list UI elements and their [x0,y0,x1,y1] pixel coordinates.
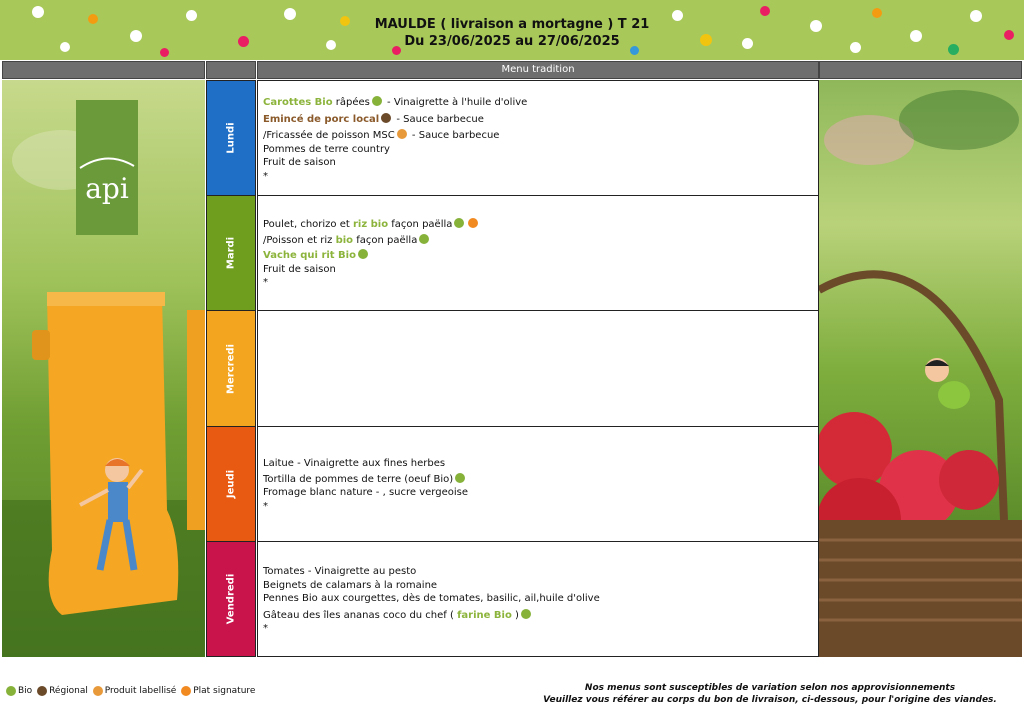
day-cell-mardi [206,195,256,311]
menu-line: Tortilla de pommes de terre (oeuf Bio) [263,473,818,487]
menu-line: /Poisson et riz bio façon paëlla [263,234,818,248]
menu-line: * [263,277,268,288]
bio-icon [419,234,429,244]
day-cell-vendredi [206,541,256,657]
menu-line: Vache qui rit Bio [263,249,818,263]
menu-line: Laitue - Vinaigrette aux fines herbes [263,458,446,469]
day-label: Jeudi [225,469,237,499]
menu-column-header: Menu tradition [257,61,819,79]
menu-line: /Fricassée de poisson MSC - Sauce barbecue [263,130,500,141]
bio-icon [358,249,368,259]
note-line: Veuillez vous référer au corps du bon de livraison, ci-dessous, pour l'origine des viandes. [543,695,997,705]
signature-icon [468,218,478,228]
left-column-header [2,61,205,79]
menu-line: Pennes Bio aux courgettes, dès de tomates, basilic, ail,huile d'olive [263,593,600,604]
page-title: MAULDE ( livraison a mortagne ) T 21 [374,17,650,32]
legend: Bio Régional Produit labellisé Plat signature [4,686,255,697]
menu-line: * [263,170,268,182]
label-icon [93,686,103,696]
menu-cell-jeudi [257,426,819,542]
day-cell-mercredi [206,310,256,427]
menu-cell-lundi [257,80,819,196]
api-logo: api [85,172,129,205]
day-label: Lundi [225,122,237,154]
note-line: Nos menus sont susceptibles de variation selon nos approvisionnements [584,683,956,693]
menu-cell-mardi [257,195,819,311]
bio-icon [372,96,382,106]
boot-photo [2,80,205,657]
menu-line: Poulet, chorizo et riz bio façon paëlla [263,218,818,232]
day-cell-lundi [206,80,256,196]
menu-line: Carottes Bio râpées - Vinaigrette à l'huile d'olive [263,97,528,108]
date-range: Du 23/06/2025 au 27/06/2025 [404,34,620,49]
day-column-header [206,61,256,79]
menu-line: Fruit de saison [263,157,336,168]
bio-icon [521,609,531,619]
bio-icon [455,473,465,483]
menu-cell-vendredi [257,541,819,657]
apple-basket-photo [819,80,1022,657]
footer-note [540,682,1000,706]
bio-icon [454,218,464,228]
regional-icon [37,686,47,696]
menu-line: Fruit de saison [263,263,336,275]
regional-icon [381,113,391,123]
day-cell-jeudi [206,426,256,542]
day-label: Vendredi [225,573,237,625]
menu-line: Gâteau des îles ananas coco du chef ( farine Bio ) [263,609,818,623]
menu-line: Pommes de terre country [263,143,390,155]
menu-line: Tomates - Vinaigrette au pesto [263,566,417,577]
signature-icon [181,686,191,696]
menu-line: Beignets de calamars à la romaine [263,579,438,591]
menu-cell-mercredi [257,310,819,427]
menu-line: Fromage blanc nature - , sucre vergeoise [263,487,468,498]
menu-line: * [263,623,268,634]
bio-icon [6,686,16,696]
day-label: Mercredi [225,343,237,394]
day-label: Mardi [225,236,237,270]
label-icon [397,129,407,139]
menu-line: Emincé de porc local - Sauce barbecue [263,113,484,125]
menu-line: * [263,500,268,512]
right-column-header [819,61,1022,79]
header-banner [0,0,1024,60]
